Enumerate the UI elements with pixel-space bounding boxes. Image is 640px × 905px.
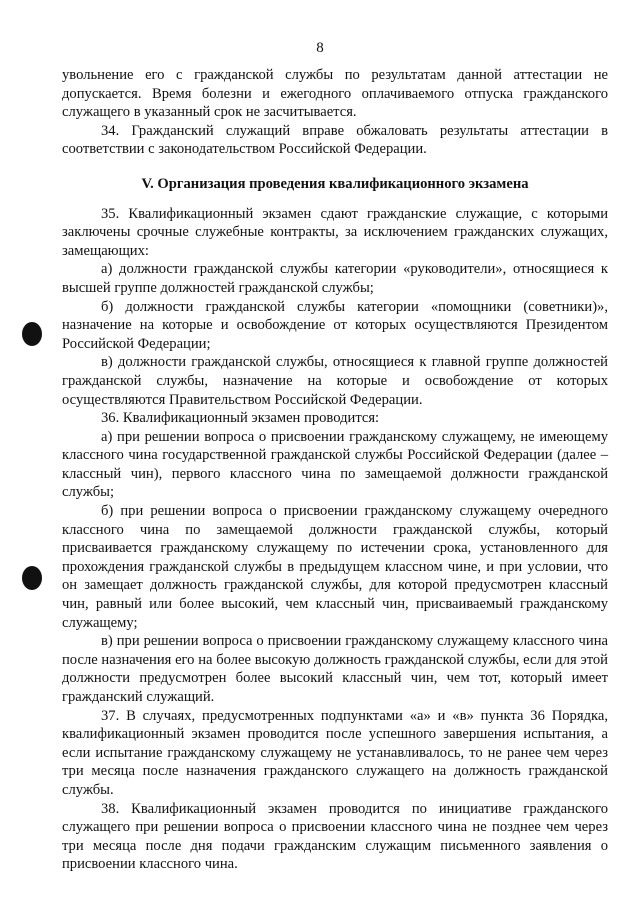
paragraph-35-a: а) должности гражданской службы категории «руководители», относящиеся к высшей группе должностей гражданской службы; xyxy=(62,261,608,296)
paragraph-38: 38. Квалификационный экзамен проводится по инициативе гражданского служащего при решении вопроса о присвоении классного чина не позднее чем через три месяца после дня подачи гражданским служащим письменного заявления о присвоении классного чина. xyxy=(62,800,608,873)
paragraph-36-b: б) при решении вопроса о присвоении гражданскому служащему очередного классного чина по замещаемой должности гражданской службы, который присваивается гражданскому служащему по истечении срока, установленного для прохождения гражданской службы в предыдущем классном чине, и при условии, что он замещает должность гражданской службы, для которой предусмотрен классный чин, равный или более высокий, чем классный чин, присваиваемый гражданскому служащему; xyxy=(62,503,608,631)
paragraph-35: 35. Квалификационный экзамен сдают гражданские служащие, с которыми заключены срочные служебные контракты, за исключением гражданских служащих, замещающих: xyxy=(62,205,608,259)
paragraph-34: 34. Гражданский служащий вправе обжаловать результаты аттестации в соответствии с законодательством Российской Федерации. xyxy=(62,122,608,158)
page-number: 8 xyxy=(316,40,324,56)
paragraph-37: 37. В случаях, предусмотренных подпунктами «а» и «в» пункта 36 Порядка, квалификационный экзамен проводится после успешного завершения испытания, а если испытание гражданскому служащему не устанавливалось, то не ранее чем через три месяца после назначения гражданского служащего на должность гражданской службы. xyxy=(62,707,608,798)
paragraph-36-a: а) при решении вопроса о присвоении гражданскому служащему, не имеющему классного чина государственной гражданской службы Российской Федерации (далее – классный чин), первого классного чина по замещаемой должности гражданской службы; xyxy=(62,428,608,501)
document-body xyxy=(62,66,608,874)
paragraph-35-c: в) должности гражданской службы, относящиеся к главной группе должностей гражданской службы, назначение на которые и освобождение от которых осуществляются Правительством Российской Федерации. xyxy=(62,354,608,408)
paragraph-continuation: увольнение его с гражданской службы по результатам данной аттестации не допускается. Время болезни и ежегодного оплачиваемого отпуска гражданского служащего в указанный срок не засчитывается. xyxy=(62,67,608,121)
punch-hole-mark xyxy=(22,322,42,346)
paragraph-35-b: б) должности гражданской службы категории «помощники (советники)», назначение на которые и освобождение от которых осуществляются Президентом Российской Федерации; xyxy=(62,298,608,352)
section-heading: V. Организация проведения квалификационного экзамена xyxy=(141,175,529,192)
paragraph-36-c: в) при решении вопроса о присвоении гражданскому служащему классного чина после назначения его на более высокую должность гражданской службы, если для этой должности предусмотрен более высокий классный чин, чем тот, который имеет гражданский служащий. xyxy=(62,633,608,705)
paragraph-36: 36. Квалификационный экзамен проводится: xyxy=(101,410,380,427)
punch-hole-mark xyxy=(22,566,42,590)
